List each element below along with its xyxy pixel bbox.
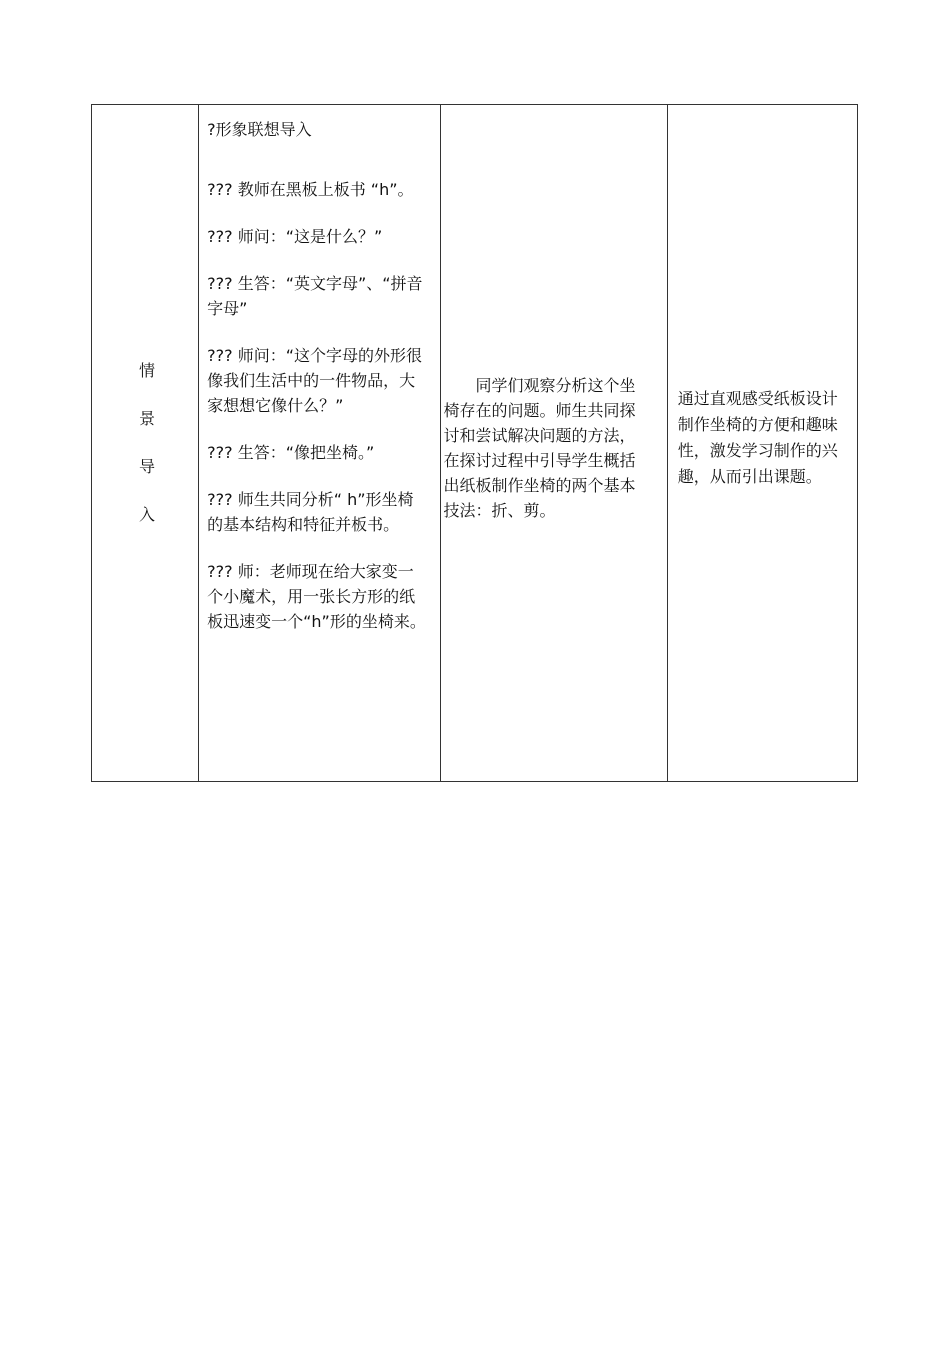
stage-char: 入 [139,505,156,524]
stage-char: 情 [139,361,156,380]
teacher-activity-heading: ?形象联想导入 [207,120,312,139]
stage-cell [92,105,199,782]
design-intent-text: 通过直观感受纸板设计制作坐椅的方便和趣味性，激发学习制作的兴趣，从而引出课题。 [677,389,838,486]
student-activity-text: 同学们观察分析这个坐椅存在的问题。师生共同探讨和尝试解决问题的方法，在探讨过程中引导学生概括出纸板制作坐椅的两个基本技法：折、剪。 [443,376,636,520]
teacher-activity-paragraph: ??? 师：老师现在给大家变一个小魔术，用一张长方形的纸板迅速变一个“h”形的坐椅来。 [207,562,426,631]
design-intent-cell [667,105,857,782]
student-activity-cell [441,105,667,782]
stage-char: 导 [139,457,156,476]
stage-char: 景 [139,409,156,428]
teacher-activity-paragraph: ??? 师问：“这是什么？” [207,227,383,246]
teacher-activity-cell [199,105,441,782]
teacher-activity-paragraph: ??? 师问：“这个字母的外形很像我们生活中的一件物品，大家想想它像什么？” [207,346,422,415]
teacher-activity-paragraph: ??? 教师在黑板上板书 “h”。 [207,180,414,199]
table-row [92,105,858,782]
lesson-plan-table [91,104,858,782]
teacher-activity-paragraph: ??? 生答：“像把坐椅。” [207,443,375,462]
teacher-activity-paragraph: ??? 生答：“英文字母”、“拼音字母” [207,274,423,318]
teacher-activity-paragraph: ??? 师生共同分析“ h”形坐椅的基本结构和特征并板书。 [207,490,414,534]
